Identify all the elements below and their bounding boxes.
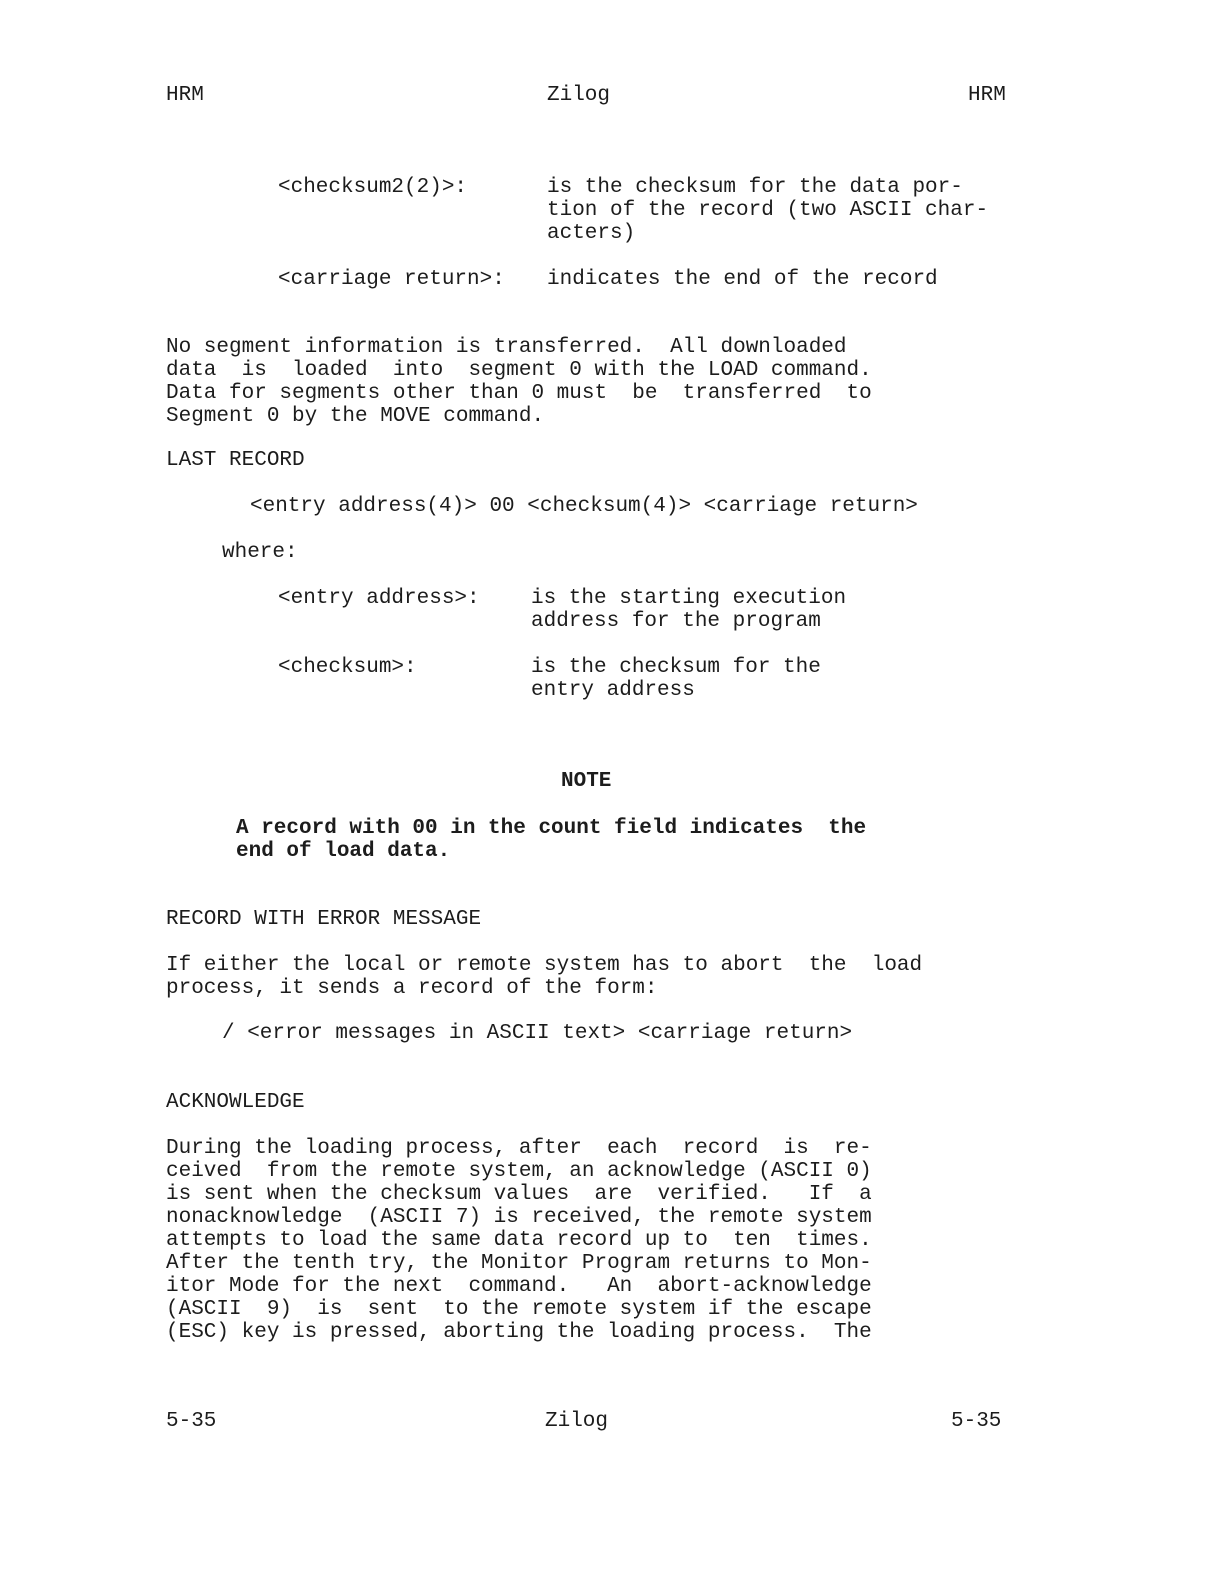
header-center: Zilog — [547, 84, 611, 107]
note-body: A record with 00 in the count field indicates the end of load data. — [236, 817, 867, 863]
header-right: HRM — [968, 84, 1006, 107]
def-term-checksum: <checksum>: — [278, 656, 417, 679]
paragraph-acknowledge: During the loading process, after each record is re- ceived from the remote system, an acknowledge (ASCII 0) is sent when the checksum values are verified. If a nonacknowledge (ASCII 7) is received, the remote system attempts to load the same data record up to ten times. After the tenth try, the Monitor Program returns to Mon- itor Mode for the next command. An abort-acknowledge (ASCII 9) is sent to the remote system if the escape (ESC) key is pressed, aborting the loading process. The — [166, 1137, 872, 1344]
where-label: where: — [222, 541, 298, 564]
paragraph-error-record: If either the local or remote system has to abort the load process, it sends a record of the form: — [166, 954, 923, 1000]
paragraph-segment-info: No segment information is transferred. All downloaded data is loaded into segment 0 with the LOAD command. Data for segments other than 0 must be transferred to Segment 0 by the MOVE command. — [166, 336, 872, 428]
def-desc-carriage-return: indicates the end of the record — [547, 268, 938, 291]
note-title: NOTE — [561, 770, 612, 793]
footer-left-page-number: 5-35 — [166, 1410, 217, 1433]
def-desc-checksum2: is the checksum for the data por- tion of the record (two ASCII char- acters) — [547, 176, 989, 245]
header-left: HRM — [166, 84, 204, 107]
footer-right-page-number: 5-35 — [951, 1410, 1002, 1433]
def-term-carriage-return: <carriage return>: — [278, 268, 505, 291]
error-record-format: / <error messages in ASCII text> <carriage return> — [222, 1022, 853, 1045]
heading-last-record: LAST RECORD — [166, 449, 305, 472]
footer-center: Zilog — [545, 1410, 609, 1433]
last-record-format: <entry address(4)> 00 <checksum(4)> <carriage return> — [250, 495, 918, 518]
heading-error-record: RECORD WITH ERROR MESSAGE — [166, 908, 482, 931]
def-desc-checksum: is the checksum for the entry address — [531, 656, 821, 702]
def-desc-entry-address: is the starting execution address for the program — [531, 587, 847, 633]
heading-acknowledge: ACKNOWLEDGE — [166, 1091, 305, 1114]
def-term-checksum2: <checksum2(2)>: — [278, 176, 468, 199]
def-term-entry-address: <entry address>: — [278, 587, 480, 610]
